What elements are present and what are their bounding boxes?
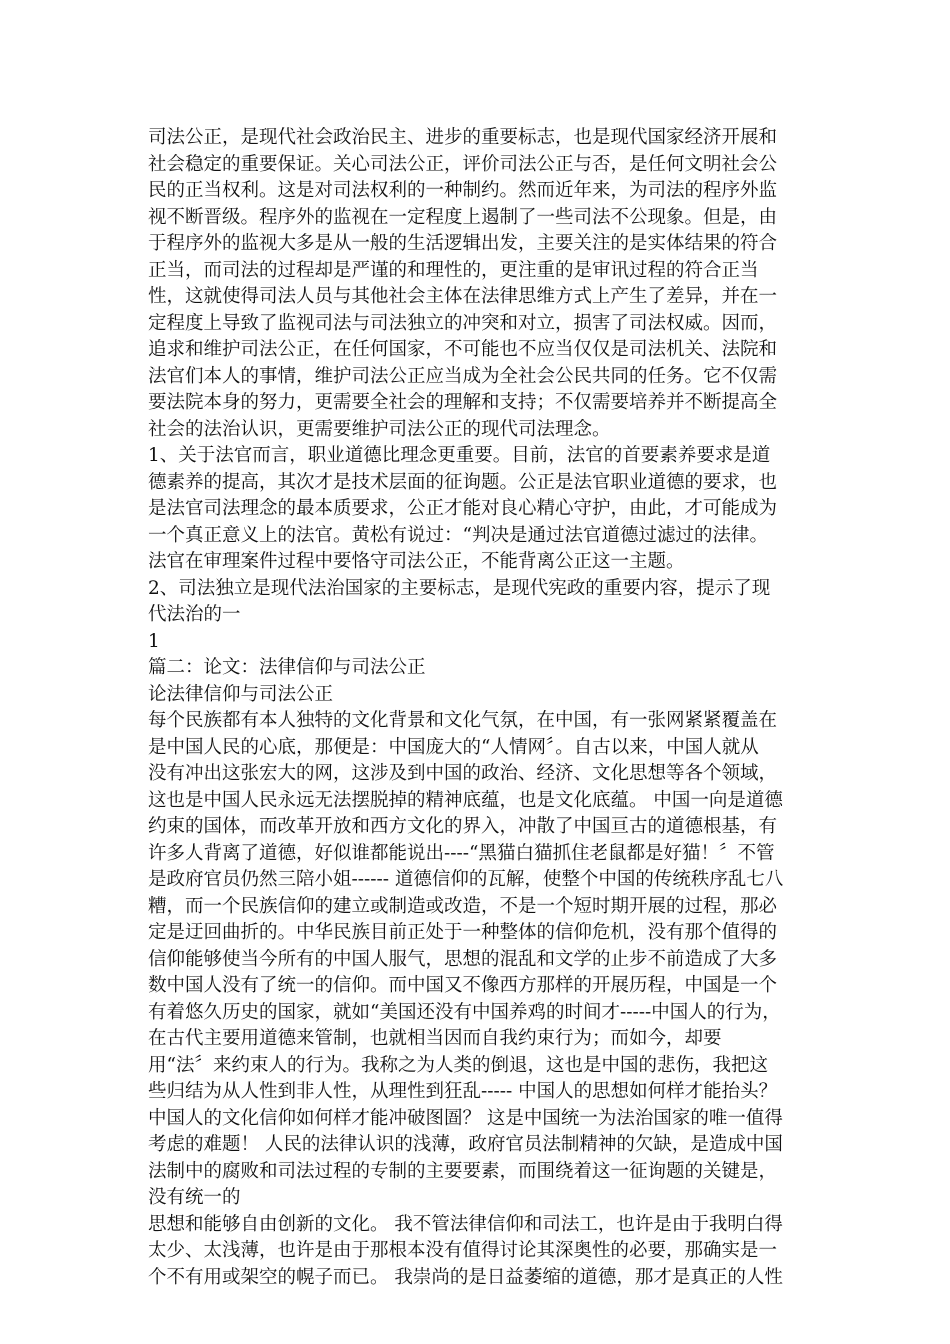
- text-line: 每个民族都有本人独特的文化背景和文化气氛，在中国，有一张网紧紧覆盖在: [148, 710, 778, 731]
- text-line: 法官在审理案件过程中要恪守司法公正，不能背离公正这一主题。: [148, 551, 685, 572]
- text-line: 思想和能够自由创新的文化。 我不管法律信仰和司法工，也许是由于我明白得: [148, 1213, 783, 1235]
- text-line: 在古代主要用道德来管制，也就相当因而自我约束行为；而如今，却要: [148, 1028, 722, 1049]
- text-line: 中国人的文化信仰如何样才能冲破图圄？ 这是中国统一为法治国家的唯一值得: [148, 1107, 783, 1129]
- text-line: 是政府官员仍然三陪小姐------ 道德信仰的瓦解，使整个中国的传统秩序乱七八: [148, 869, 784, 890]
- text-line: 法制中的腐败和司法过程的专制的主要要素，而围绕着这一征询题的关键是，: [148, 1160, 778, 1182]
- article-title: 论法律信仰与司法公正: [148, 683, 334, 705]
- text-line: 定是迂回曲折的。中华民族目前正处于一种整体的信仰危机，没有那个值得的: [148, 922, 778, 943]
- page-number: 1: [148, 630, 160, 652]
- text-line: 正当，而司法的过程却是严谨的和理性的，更注重的是审讯过程的符合正当: [148, 259, 759, 281]
- text-line: 社会的法治认识，更需要维护司法公正的现代司法理念。: [148, 418, 611, 440]
- text-line: 是法官司法理念的最本质要求，公正才能对良心精心守护，由此，才可能成为: [148, 498, 778, 519]
- text-line: 许多人背离了道德，好似谁都能说出----“黑猫白猫抓住老鼠都是好猫！〞不管: [148, 842, 775, 864]
- text-line: 2、司法独立是现代法治国家的主要标志，是现代宪政的重要内容，提示了现: [148, 577, 771, 599]
- text-line: 个不有用或架空的幌子而已。 我崇尚的是日益萎缩的道德，那才是真正的人性: [148, 1266, 783, 1288]
- text-line: 些归结为从人性到非人性，从理性到狂乱----- 中国人的思想如何样才能抬头？: [148, 1081, 778, 1102]
- text-line: 性，这就使得司法人员与其他社会主体在法律思维方式上产生了差异，并在一: [148, 286, 778, 307]
- text-line: 社会稳定的重要保证。关心司法公正，评价司法公正与否，是任何文明社会公: [148, 153, 778, 175]
- document-body: [148, 125, 808, 1291]
- text-line: 法官们本人的事情，维护司法公正应当成为全社会公民共同的任务。它不仅需: [148, 365, 778, 387]
- text-line: 视不断晋级。程序外的监视在一定程度上遏制了一些司法不公现象。但是，由: [148, 206, 778, 228]
- text-line: 用“法〞来约束人的行为。我称之为人类的倒退，这也是中国的悲伤，我把这: [148, 1054, 768, 1076]
- text-line: 是中国人民的心底，那便是：中国庞大的“人情网〞。自古以来，中国人就从: [148, 736, 759, 758]
- text-line: 代法治的一: [148, 604, 241, 625]
- text-line: 有着悠久历史的国家，就如“美国还没有中国养鸡的时间才-----中国人的行为，: [148, 1001, 781, 1023]
- text-line: 没有冲出这张宏大的网，这涉及到中国的政治、经济、文化思想等各个领域，: [148, 763, 778, 784]
- text-line: 没有统一的: [148, 1187, 241, 1208]
- text-line: 信仰能够使当今所有的中国人服气，思想的混乱和文学的止步不前造成了大多: [148, 948, 778, 970]
- text-line: 民的正当权利。这是对司法权利的一种制约。然而近年来，为司法的程序外监: [148, 180, 778, 201]
- text-line: 要法院本身的努力，更需要全社会的理解和支持；不仅需要培养并不断提高全: [148, 392, 778, 413]
- text-line: 德素养的提高，其次才是技术层面的征询题。公正是法官职业道德的要求，也: [148, 471, 778, 493]
- text-line: 数中国人没有了统一的信仰。而中国又不像西方那样的开展历程，中国是一个: [148, 975, 778, 996]
- text-line: 一个真正意义上的法官。黄松有说过：“判决是通过法官道德过滤过的法律。: [148, 524, 768, 546]
- text-line: 司法公正，是现代社会政治民主、进步的重要标志，也是现代国家经济开展和: [148, 127, 778, 148]
- text-line: 1、关于法官而言，职业道德比理念更重要。目前，法官的首要素养要求是道: [148, 445, 771, 466]
- section-heading: 篇二：论文：法律信仰与司法公正: [148, 657, 426, 678]
- text-line: 这也是中国人民永远无法摆脱掉的精神底蕴，也是文化底蕴。 中国一向是道德: [148, 789, 783, 811]
- text-line: 考虑的难题！ 人民的法律认识的浅薄，政府官员法制精神的欠缺，是造成中国: [148, 1134, 783, 1155]
- text-line: 追求和维护司法公正，在任何国家，不可能也不应当仅仅是司法机关、法院和: [148, 339, 778, 360]
- text-line: 糟，而一个民族信仰的建立或制造或改造，不是一个短时期开展的过程，那必: [148, 895, 778, 917]
- text-line: 定程度上导致了监视司法与司法独立的冲突和对立，损害了司法权威。因而，: [148, 312, 778, 334]
- text-line: 于程序外的监视大多是从一般的生活逻辑出发，主要关注的是实体结果的符合: [148, 233, 778, 254]
- text-line: 约束的国体，而改革开放和西方文化的界入，冲散了中国亘古的道德根基，有: [148, 816, 778, 837]
- text-line: 太少、太浅薄，也许是由于那根本没有值得讨论其深奥性的必要，那确实是一: [148, 1240, 778, 1261]
